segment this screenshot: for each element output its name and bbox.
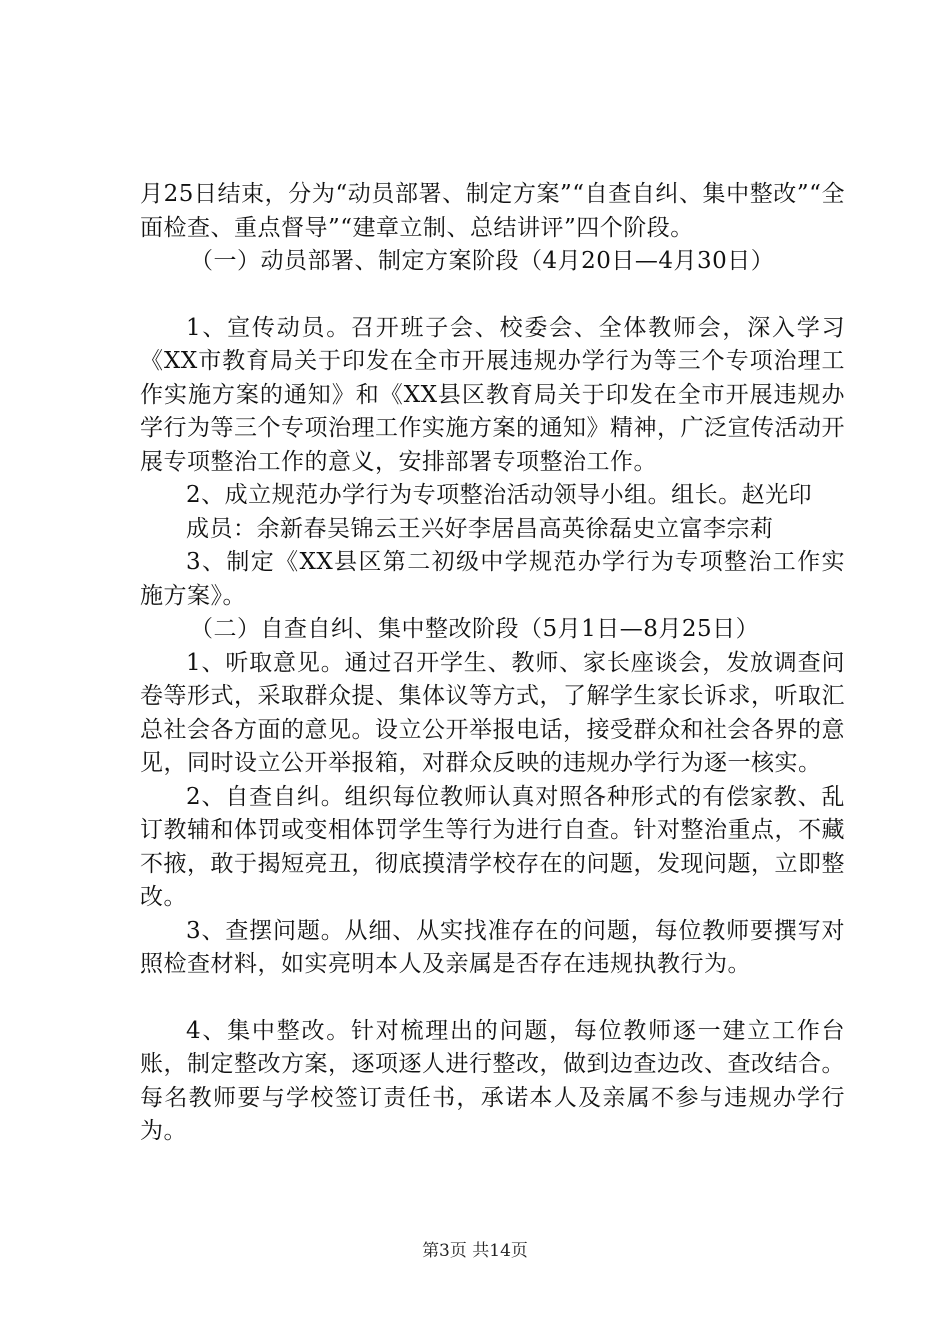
document-body: [140, 178, 845, 1149]
paragraph-members: 成员：余新春吴锦云王兴好李居昌高英徐磊史立富李宗莉: [186, 515, 774, 542]
page-number-footer: 第3页 共14页: [422, 1241, 528, 1261]
paragraph-2-4: 4、集中整改。针对梳理出的问题，每位教师逐一建立工作台账，制定整改方案，逐项逐人进行整改，做到边查边改、查改结合。每名教师要与学校签订责任书，承诺本人及亲属不参与违规办学行为。: [140, 1017, 845, 1144]
section-heading-2: （二）自查自纠、集中整改阶段（5月1日—8月25日）: [190, 616, 760, 642]
paragraph-1-1: 1、宣传动员。召开班子会、校委会、全体教师会，深入学习《XX市教育局关于印发在全市开展违规办学行为等三个专项治理工作实施方案的通知》和《XX县区教育局关于印发在全市开展违规办学行为等三个专项治理工作实施方案的通知》精神，广泛宣传活动开展专项整治工作的意义，安排部署专项整治工作。: [140, 314, 845, 475]
paragraph-2-2: 2、自查自纠。组织每位教师认真对照各种形式的有偿家教、乱订教辅和体罚或变相体罚学生等行为进行自查。针对整治重点，不藏不掖，敢于揭短亮丑，彻底摸清学校存在的问题，发现问题，立即整改。: [140, 783, 845, 910]
paragraph-1-3: 3、制定《XX县区第二初级中学规范办学行为专项整治工作实施方案》。: [140, 549, 845, 609]
paragraph-1-2: 2、成立规范办学行为专项整治活动领导小组。组长。赵光印: [186, 482, 813, 508]
paragraph-2-1: 1、听取意见。通过召开学生、教师、家长座谈会，发放调查问卷等形式，采取群众提、集体议等方式，了解学生家长诉求，听取汇总社会各方面的意见。设立公开举报电话，接受群众和社会各界的意见，同时设立公开举报箱，对群众反映的违规办学行为逐一核实。: [140, 649, 845, 776]
section-heading-1: （一）动员部署、制定方案阶段（4月20日—4月30日）: [190, 248, 775, 274]
paragraph-intro: 月25日结束，分为“动员部署、制定方案”“自查自纠、集中整改”“全面检查、重点督导”“建章立制、总结讲评”四个阶段。: [140, 181, 845, 241]
paragraph-2-3: 3、查摆问题。从细、从实找准存在的问题，每位教师要撰写对照检查材料，如实亮明本人及亲属是否存在违规执教行为。: [140, 917, 845, 977]
